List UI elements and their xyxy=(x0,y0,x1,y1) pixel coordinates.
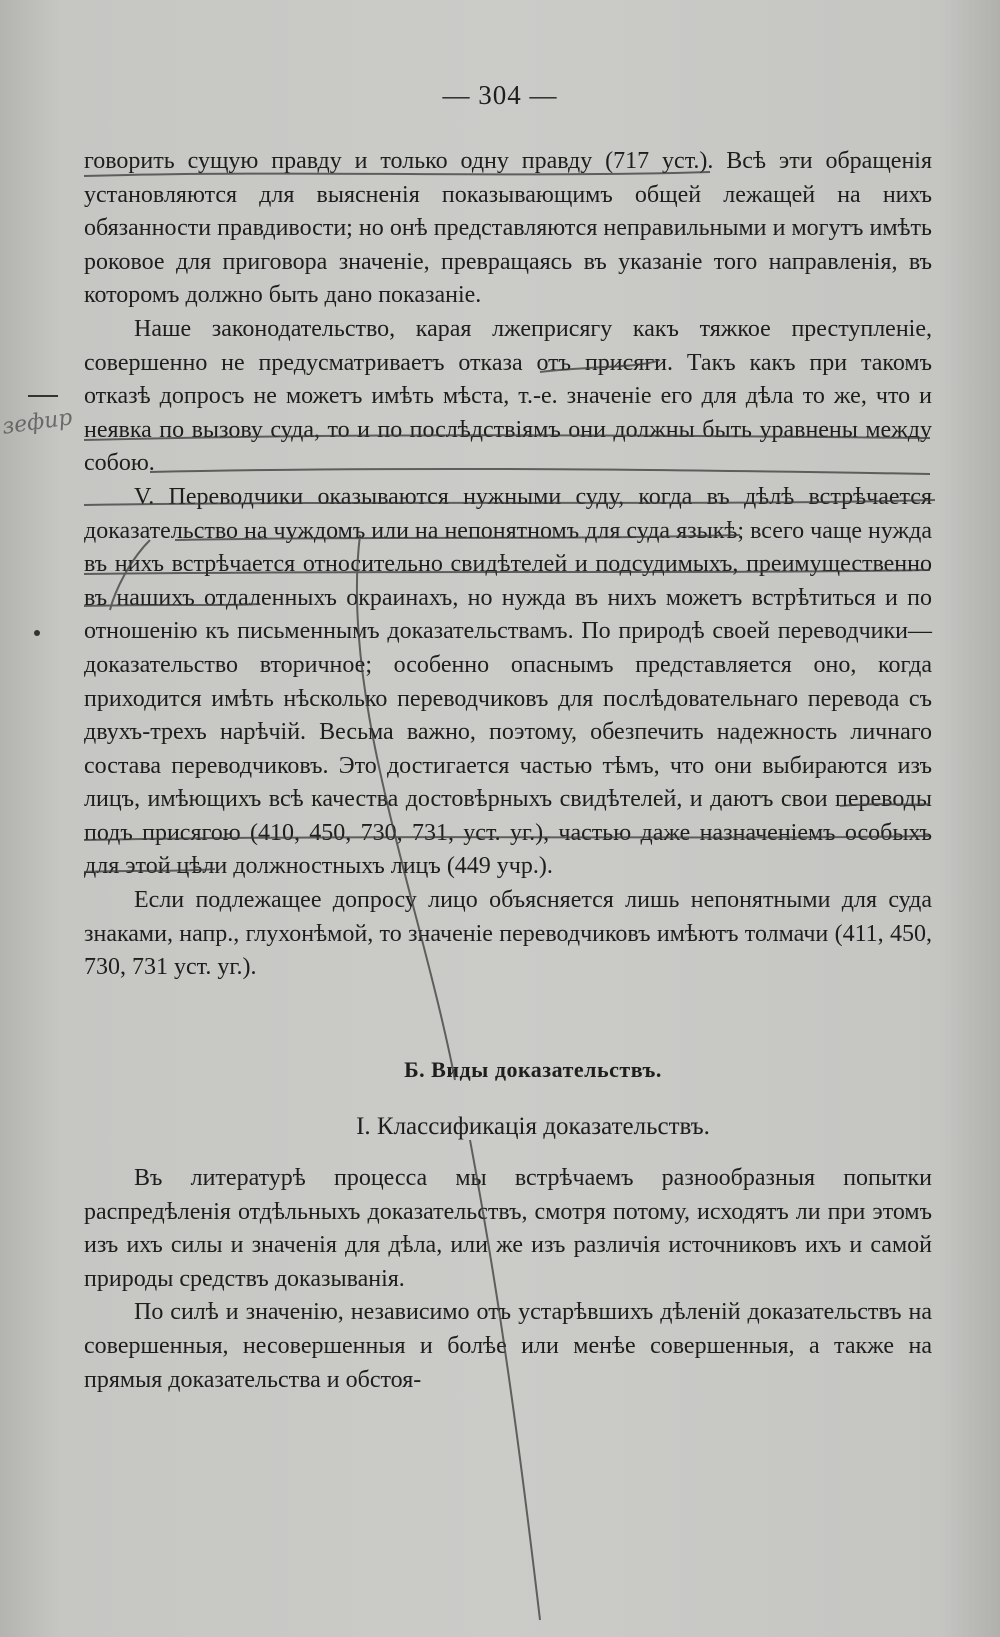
subsection-heading: I. Классификація доказательствъ. xyxy=(356,1113,710,1141)
section-heading: Б. Виды доказательствъ. xyxy=(404,1056,662,1082)
underline-line-posledstviya xyxy=(84,500,935,505)
pencil-stroke-vertical-lower xyxy=(470,1140,540,1620)
underline-line-1 xyxy=(84,172,710,176)
underline-line-vstrechaetsya xyxy=(84,570,930,574)
page-number: — 304 — xyxy=(442,80,558,110)
underline-lzheprisyaga xyxy=(540,360,660,372)
underline-line-tak xyxy=(84,435,930,440)
paragraph-interpreters: V. Переводчики оказываются нужными суду, когда въ дѣлѣ встрѣчается доказательство на чуждомъ или на непонятномъ для суда языкѣ; всего чаще нужда въ нихъ встрѣчается относительно свидѣтелей и подсудимыхъ, преимущественно въ нашихъ отдаленныхъ окраинахъ, но нужда въ нихъ можетъ встрѣтиться и по отношенію къ письменнымъ доказательствамъ. По природѣ своей переводчики—доказательство вторичное; особенно опаснымъ представляется оно, когда приходится имѣть нѣсколько переводчиковъ для послѣдовательнаго перевода съ двухъ-трехъ нарѣчій. Весьма важно, поэтому, обезпечить надежность личнаго состава переводчиковъ. Это достигается частью тѣмъ, что они выбираются изъ лицъ, имѣющихъ всѣ качества достовѣрныхъ свидѣтелей, и даютъ свои переводы подъ присягою (410, 450, 730, 731, уст. уг.), частью даже назначеніемъ особыхъ для этой цѣли должностныхъ лицъ (449 учр.). xyxy=(84,483,932,880)
margin-handwritten-note: зефир xyxy=(0,405,74,440)
paragraph-sign-language: Если подлежащее допросу лицо объясняется лишь непонятными для суда знаками, напр., глухонѣмой, то значеніе переводчиковъ имѣютъ толмачи (411, 450, 730, 731 уст. уг.). xyxy=(84,887,932,981)
paragraph-continued: говорить сущую правду и только одну правду (717 уст.). Всѣ эти обращенія установляются для выясненія показывающимъ общей лежащей на нихъ обязанности правдивости; но онѣ представляются неправильными и могутъ имѣть роковое для приговора значеніе, превращаясь въ указаніе того направленія, въ которомъ должно быть дано показаніе. xyxy=(84,148,932,309)
underline-line-znachenie xyxy=(150,469,930,474)
underline-perevodchiki xyxy=(175,535,740,540)
underline-vazhno xyxy=(84,836,930,840)
paragraph-classification-intro: Въ литературѣ процесса мы встрѣчаемъ разнообразныя попытки распредѣленія отдѣльныхъ доказательствъ, смотря потому, исходятъ ли при этомъ изъ ихъ силы и значенія для дѣла, или же изъ различія источниковъ ихъ и самой природы средствъ доказыванія. xyxy=(84,1165,932,1292)
paragraph-classification-force: По силѣ и значенію, независимо отъ устарѣвшихъ дѣленій доказательствъ на совершенныя, несовершенныя и болѣе или менѣе совершенныя, а также на прямыя доказательства и обстоя- xyxy=(84,1299,932,1393)
paragraph-false-oath: Наше законодательство, карая лжеприсягу какъ тяжкое преступленіе, совершенно не предусматриваетъ отказа отъ присяги. Такъ какъ при такомъ отказѣ допросъ не можетъ имѣть мѣста, т.-е. значеніе его для дѣла то же, что и неявка по вызову суда, то и по послѣдствіямъ они должны быть уравнены между собою. xyxy=(84,315,932,477)
pencil-bracket-left xyxy=(110,540,150,610)
underline-perevodchikov xyxy=(84,869,215,872)
underline-vesma xyxy=(840,804,930,806)
pencil-stroke-vertical xyxy=(357,535,455,1080)
